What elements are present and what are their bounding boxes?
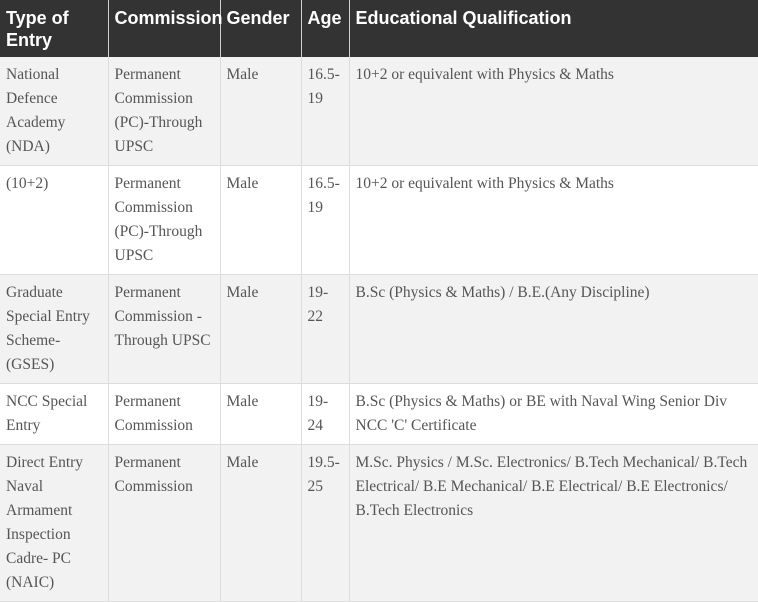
cell-gender: Male bbox=[220, 384, 301, 445]
table-row bbox=[0, 166, 758, 275]
cell-age: 16.5-19 bbox=[301, 166, 349, 275]
cell-age: 19-24 bbox=[301, 384, 349, 445]
table-header-row bbox=[0, 0, 758, 57]
table-row bbox=[0, 57, 758, 166]
cell-type-of-entry: Direct Entry Naval Armament Inspection Cadre- PC (NAIC) bbox=[0, 445, 108, 602]
cell-type-of-entry: National Defence Academy (NDA) bbox=[0, 57, 108, 166]
cell-commission: Permanent Commission bbox=[108, 384, 220, 445]
header-age: Age bbox=[301, 0, 349, 57]
header-gender: Gender bbox=[220, 0, 301, 57]
cell-type-of-entry: NCC Special Entry bbox=[0, 384, 108, 445]
header-type-of-entry: Type of Entry bbox=[0, 0, 108, 57]
cell-type-of-entry: (10+2) bbox=[0, 166, 108, 275]
cell-educational-qualification: M.Sc. Physics / M.Sc. Electronics/ B.Tech Mechanical/ B.Tech Electrical/ B.E Mechanical/ B.E Electrical/ B.E Electronics/ B.Tech Electronics bbox=[349, 445, 758, 602]
cell-educational-qualification: B.Sc (Physics & Maths) / B.E.(Any Discipline) bbox=[349, 275, 758, 384]
cell-commission: Permanent Commission (PC)-Through UPSC bbox=[108, 57, 220, 166]
cell-age: 19-22 bbox=[301, 275, 349, 384]
header-commission: Commission bbox=[108, 0, 220, 57]
cell-commission: Permanent Commission bbox=[108, 445, 220, 602]
cell-educational-qualification: 10+2 or equivalent with Physics & Maths bbox=[349, 166, 758, 275]
cell-gender: Male bbox=[220, 166, 301, 275]
cell-type-of-entry: Graduate Special Entry Scheme-(GSES) bbox=[0, 275, 108, 384]
table-row bbox=[0, 445, 758, 602]
cell-gender: Male bbox=[220, 57, 301, 166]
cell-educational-qualification: 10+2 or equivalent with Physics & Maths bbox=[349, 57, 758, 166]
cell-age: 16.5-19 bbox=[301, 57, 349, 166]
table-row bbox=[0, 384, 758, 445]
cell-commission: Permanent Commission (PC)-Through UPSC bbox=[108, 166, 220, 275]
table-row bbox=[0, 275, 758, 384]
cell-educational-qualification: B.Sc (Physics & Maths) or BE with Naval Wing Senior Div NCC 'C' Certificate bbox=[349, 384, 758, 445]
cell-gender: Male bbox=[220, 445, 301, 602]
cell-commission: Permanent Commission - Through UPSC bbox=[108, 275, 220, 384]
cell-age: 19.5-25 bbox=[301, 445, 349, 602]
header-educational-qualification: Educational Qualification bbox=[349, 0, 758, 57]
cell-gender: Male bbox=[220, 275, 301, 384]
